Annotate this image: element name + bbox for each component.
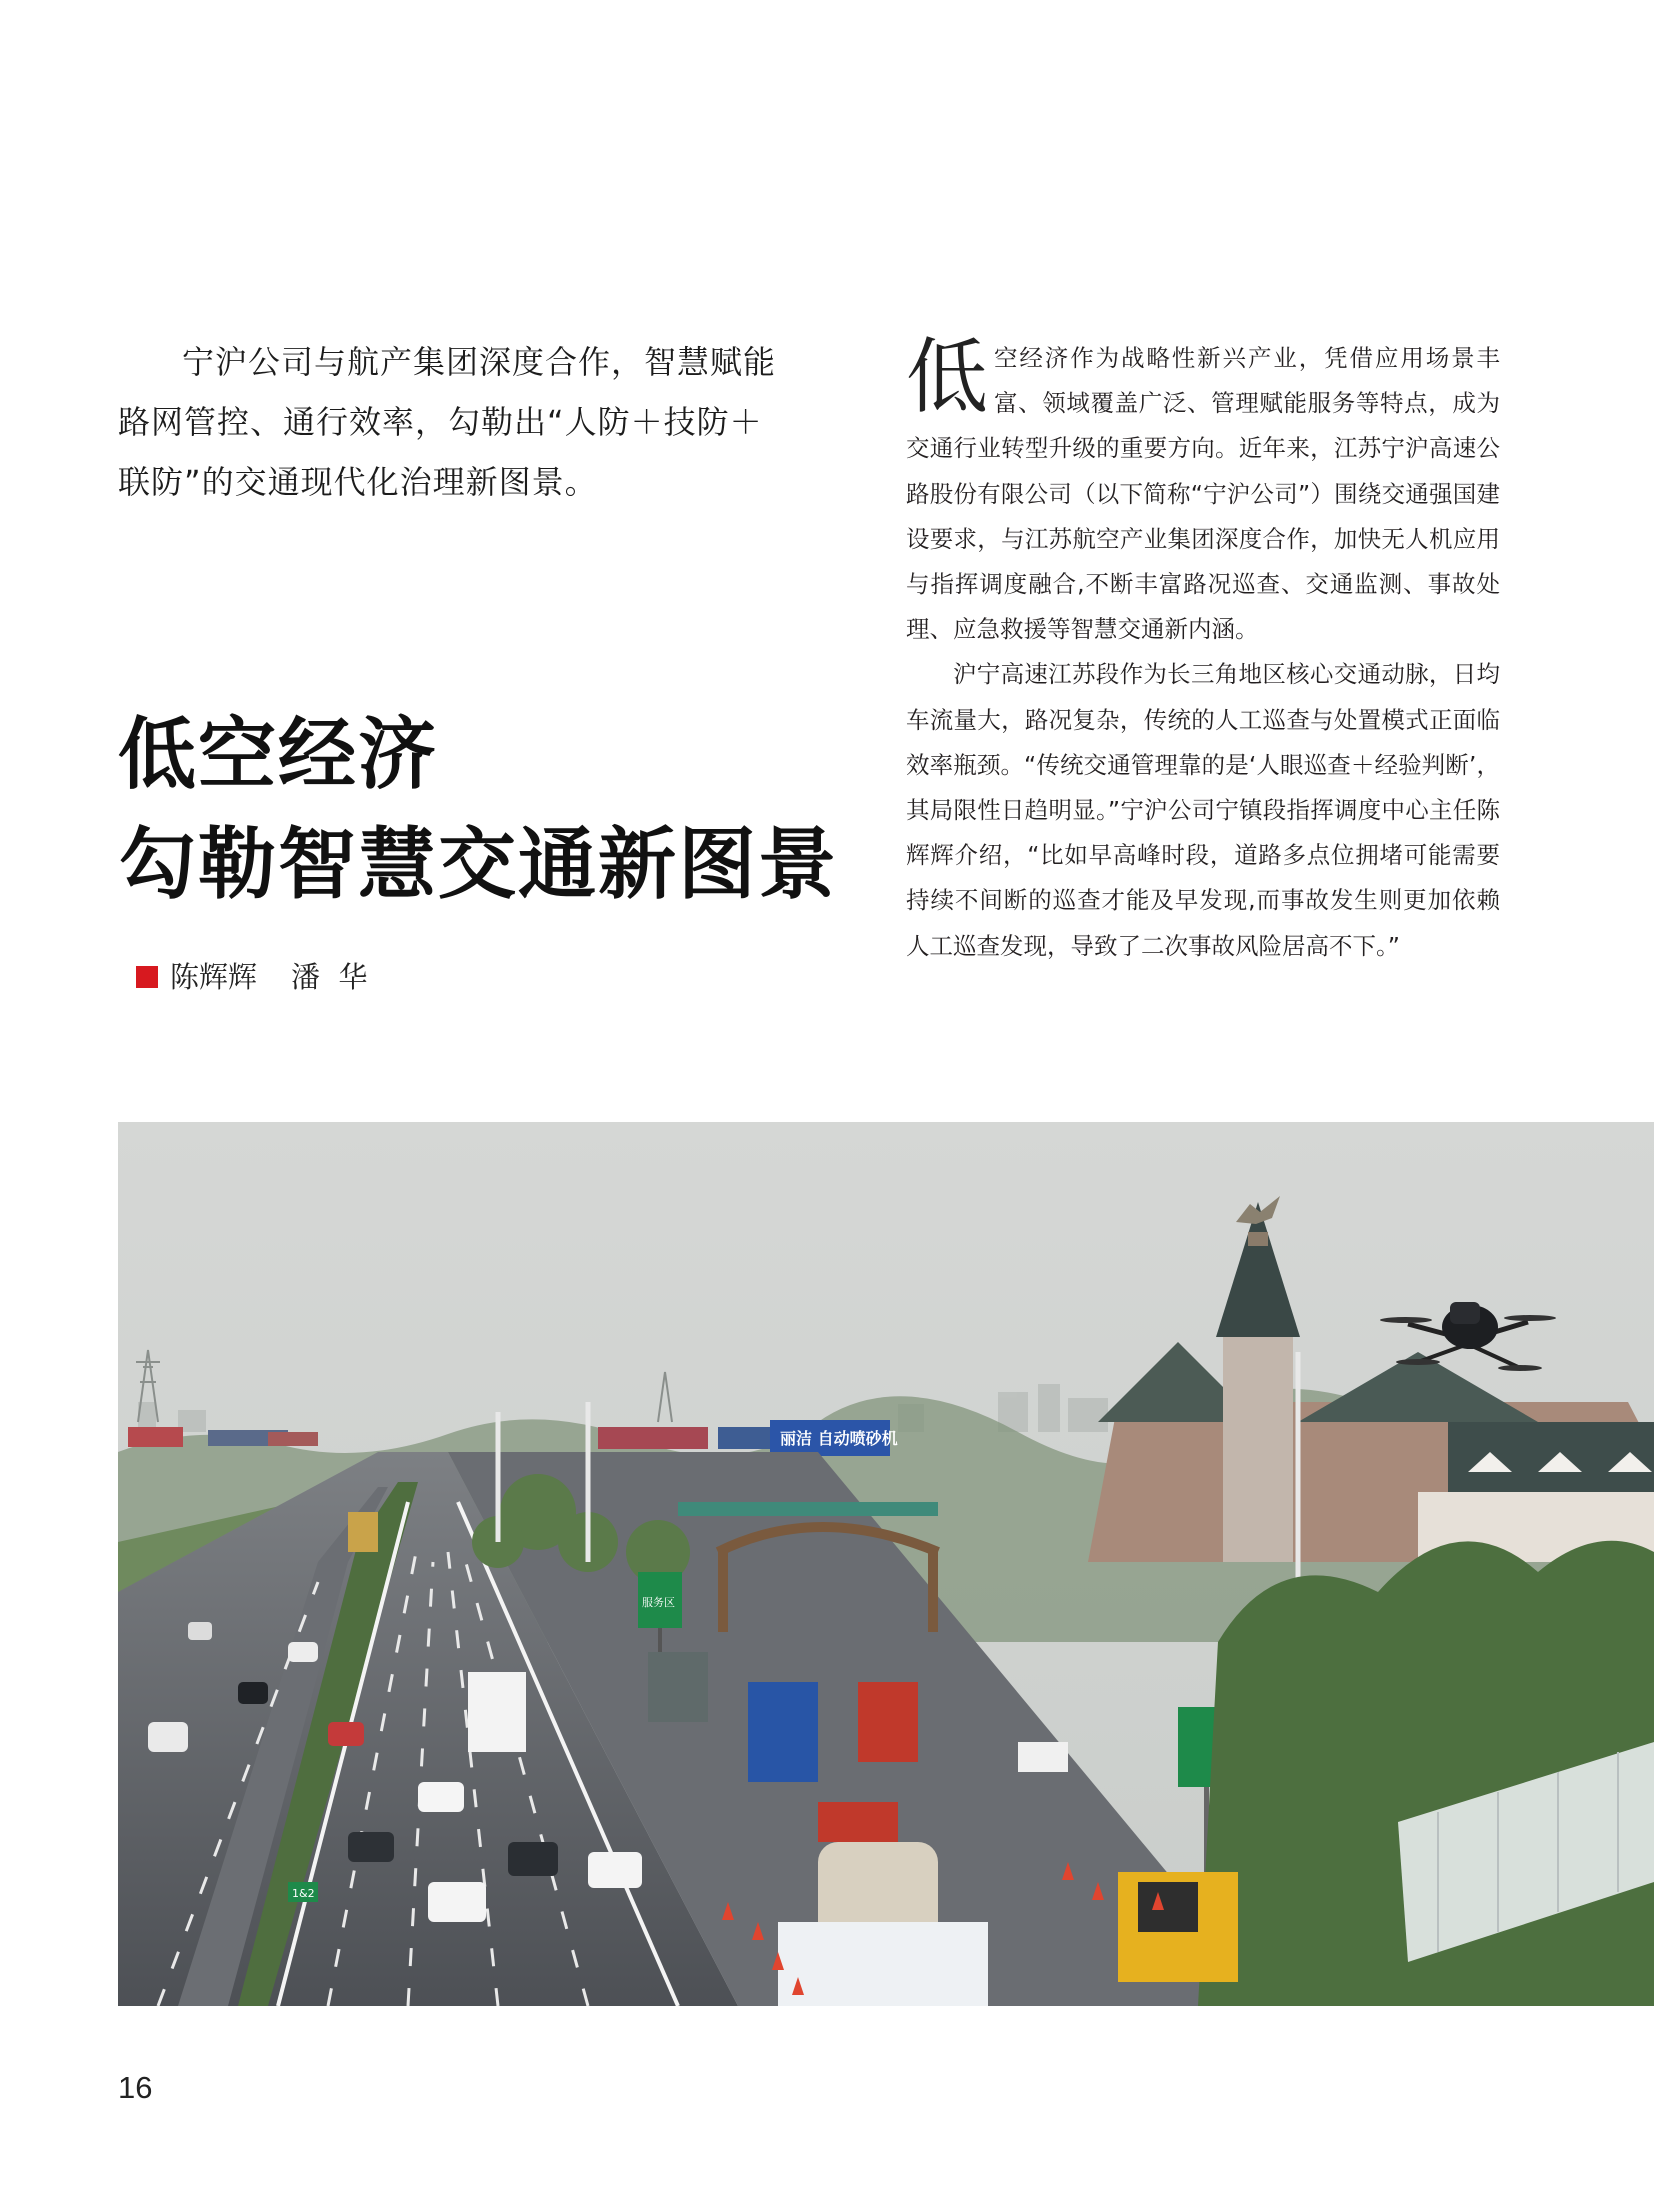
title-line-2: 勾勒智慧交通新图景 bbox=[118, 819, 839, 910]
body-paragraph-1 bbox=[906, 330, 1500, 652]
body-column bbox=[906, 330, 1500, 969]
author-1: 陈辉辉 bbox=[170, 960, 258, 994]
red-square-icon bbox=[136, 966, 158, 988]
blue-billboard-text: 丽洁 自动喷砂机 bbox=[780, 1429, 898, 1448]
author-2: 潘 华 bbox=[291, 960, 368, 994]
page-number: 16 bbox=[118, 2070, 153, 2105]
drop-cap: 低 bbox=[906, 330, 989, 425]
article-title bbox=[118, 700, 838, 920]
title-line-1: 低空经济 bbox=[118, 709, 439, 800]
body-paragraph-2: 沪宁高速江苏段作为长三角地区核心交通动脉，日均车流量大，路况复杂，传统的人工巡查与处置模式正面临效率瓶颈。“传统交通管理靠的是‘人眼巡查＋经验判断’，其局限性日趋明显。”宁沪公司宁镇段指挥调度中心主任陈辉辉介绍，“比如早高峰时段，道路多点位拥堵可能需要持续不间断的巡查才能及早发现,而事故发生则更加依赖人工巡查发现，导致了二次事故风险居高不下。” bbox=[906, 660, 1500, 960]
byline bbox=[136, 957, 367, 997]
green-sign-text: 服务区 bbox=[642, 1596, 675, 1609]
lead-paragraph: 宁沪公司与航产集团深度合作，智慧赋能路网管控、通行效率，勾勒出“人防＋技防＋联防”的交通现代化治理新图景。 bbox=[118, 343, 777, 501]
body-paragraph-1-text: 空经济作为战略性新兴产业，凭借应用场景丰富、领域覆盖广泛、管理赋能服务等特点，成为交通行业转型升级的重要方向。近年来，江苏宁沪高速公路股份有限公司（以下简称“宁沪公司”）围绕交通强国建设要求，与江苏航空产业集团深度合作，加快无人机应用与指挥调度融合,不断丰富路况巡查、交通监测、事故处理、应急救援等智慧交通新内涵。 bbox=[906, 344, 1500, 644]
distance-plate-text: 1&2 bbox=[292, 1887, 315, 1900]
highway-drone-photo bbox=[118, 1122, 1654, 2006]
